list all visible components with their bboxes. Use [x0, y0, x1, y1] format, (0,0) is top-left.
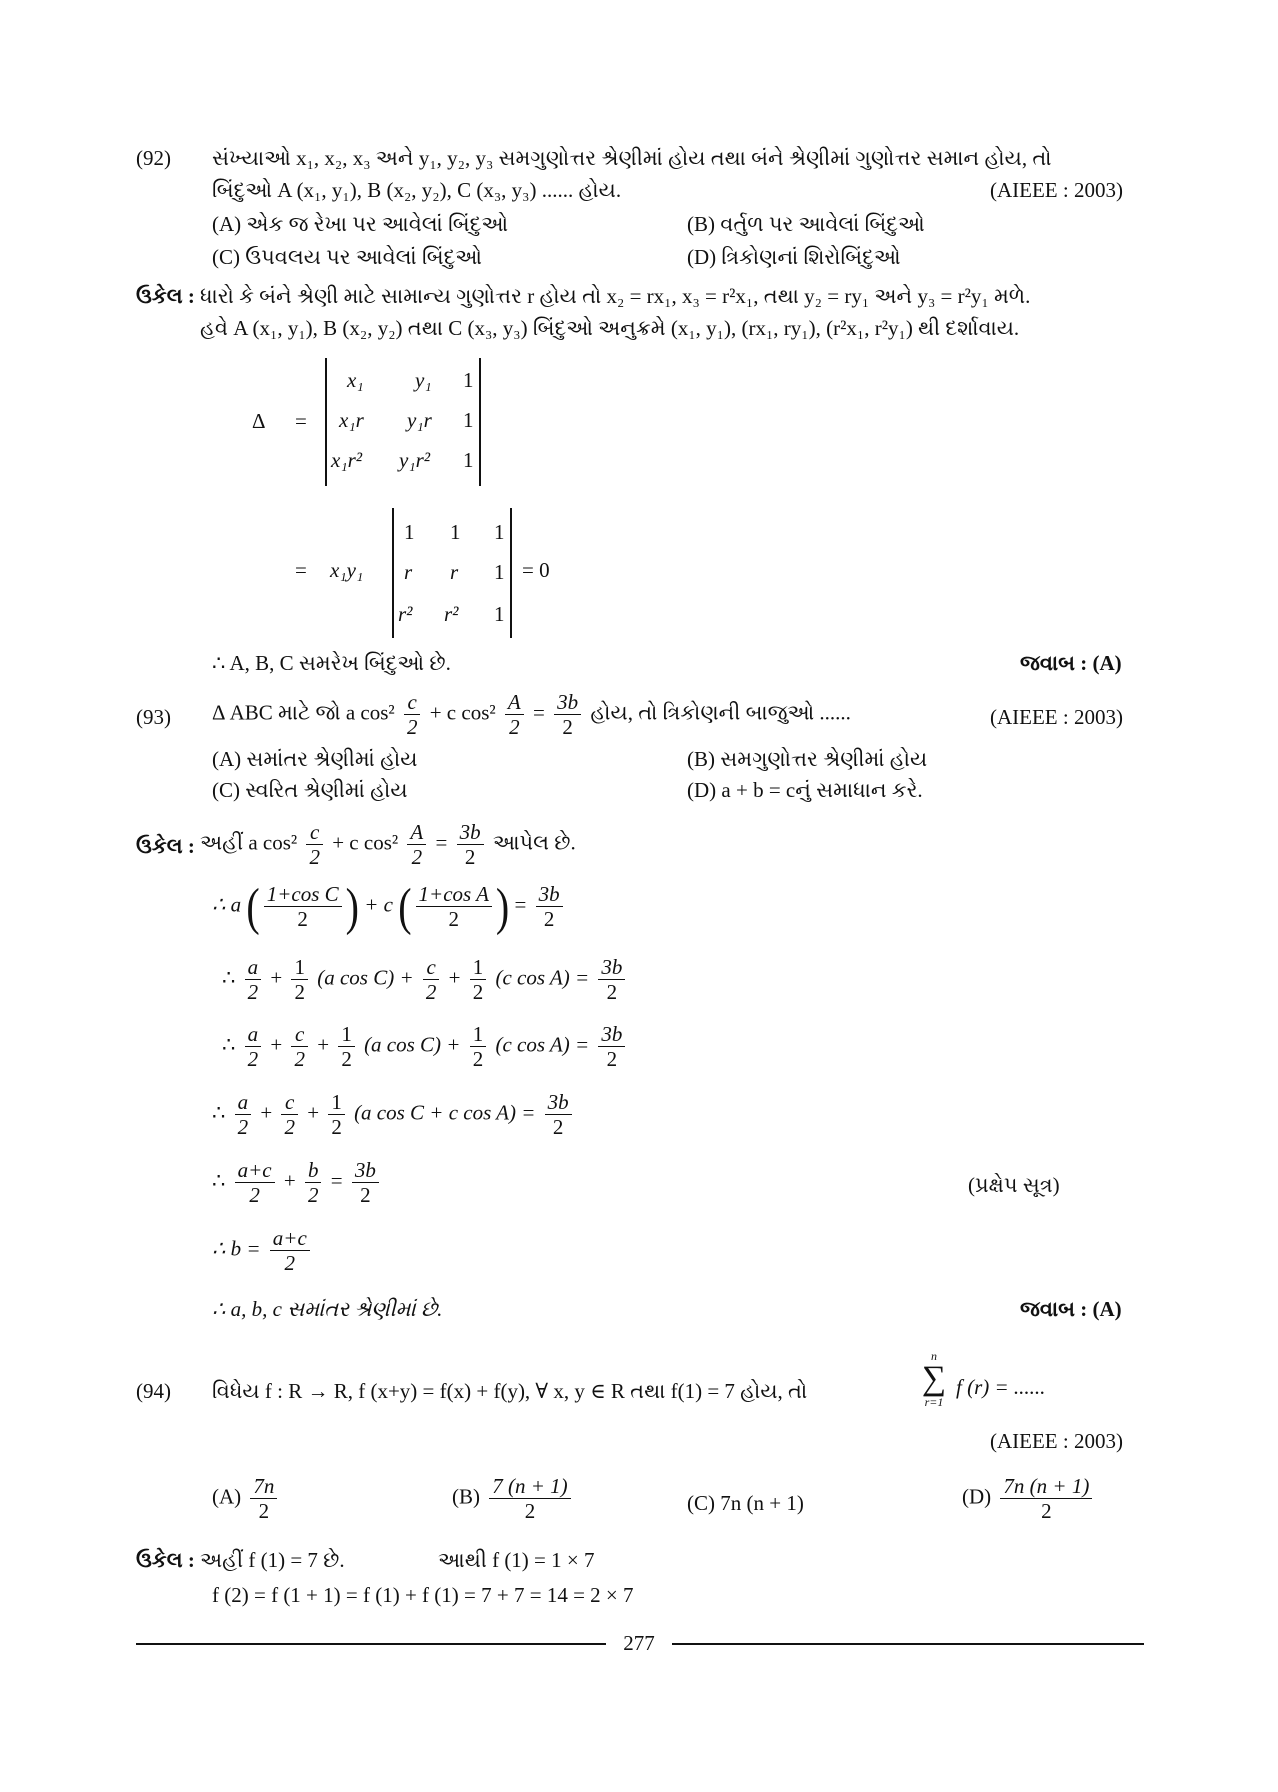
- q94-option-a: [212, 1474, 281, 1523]
- det2-cell: r²: [444, 602, 459, 626]
- q93-step-3: [222, 1022, 629, 1071]
- step4-term: (a cos C + c cos A) =: [354, 1100, 536, 1125]
- page-number: 277: [623, 1631, 655, 1655]
- det2-cell: r²: [398, 602, 413, 626]
- q92-answer: જવાબ : (A): [1020, 651, 1122, 675]
- frac-num: 1: [328, 1090, 345, 1115]
- frac-den: 2: [307, 1183, 319, 1208]
- det2-cell: 1: [404, 520, 415, 544]
- det2-cell: r: [450, 560, 459, 584]
- frac-den: 2: [448, 907, 459, 932]
- q94-stem-post: f (r) = ......: [956, 1375, 1046, 1399]
- q93-conclusion: ∴ a, b, c સમાંતર શ્રેણીમાં છે.: [212, 1297, 443, 1321]
- frac-den: 2: [360, 1183, 371, 1208]
- frac-num: 3b: [545, 1090, 572, 1115]
- plus: +: [448, 965, 461, 990]
- q92-option-a: (A) એક જ રેખા પર આવેલાં બિંદુઓ: [212, 212, 509, 236]
- frac-den: 2: [237, 1115, 249, 1140]
- plus: +: [307, 1100, 320, 1125]
- q92-stem-line2: બિંદુઓ A (x₁, y₁), B (x₂, y₂), C (x₃, y₃) ...... હોય.: [212, 178, 622, 202]
- frac-num: 3b: [457, 820, 484, 845]
- frac-num: a+c: [270, 1226, 310, 1251]
- q92-source: (AIEEE : 2003): [990, 178, 1123, 202]
- frac-den: 2: [309, 845, 320, 870]
- option-label: (B): [452, 1484, 480, 1509]
- therefore: ∴: [222, 1032, 236, 1057]
- det2-cell: 1: [494, 520, 505, 544]
- q93-stem-pre: Δ ABC માટે જો a cos²: [212, 700, 395, 725]
- frac-den: 2: [524, 1499, 536, 1524]
- q94-stem-pre: વિધેય f : R → R, f (x+y) = f(x) + f(y), ∀ x, y ∈ R તથા f(1) = 7 હોય, તો: [212, 1379, 808, 1403]
- q93-option-b: (B) સમગુણોત્તર શ્રેણીમાં હોય: [687, 747, 928, 771]
- q94-number: (94): [136, 1379, 171, 1403]
- frac-den: 2: [562, 715, 573, 740]
- det1-cell: x₁r²: [331, 448, 363, 472]
- det2-cell: r: [404, 560, 413, 584]
- frac-num: 7n: [250, 1474, 277, 1499]
- frac-den: 2: [406, 715, 418, 740]
- q94-solution-line1b: આથી f (1) = 1 × 7: [438, 1548, 595, 1572]
- q93-solution-intro: [200, 820, 576, 869]
- q94-option-b: [452, 1474, 575, 1523]
- q94-solution-label: ઉકેલ :: [136, 1548, 195, 1572]
- det1-cell: y₁r: [407, 408, 432, 432]
- frac-den: 2: [341, 1047, 352, 1072]
- q93-source: (AIEEE : 2003): [990, 705, 1123, 729]
- q94-solution-line2: f (2) = f (1 + 1) = f (1) + f (1) = 7 + 7 = 14 = 2 × 7: [212, 1583, 634, 1607]
- frac-num: A: [505, 690, 524, 715]
- frac-num: c: [306, 820, 323, 845]
- plus: +: [270, 965, 283, 990]
- q93-intro-eq: =: [435, 830, 448, 855]
- determinant-1: [325, 358, 481, 486]
- frac-num: 1+cos C: [264, 882, 342, 907]
- q93-solution-label: ઉકેલ :: [136, 834, 195, 858]
- q93-number: (93): [136, 705, 171, 729]
- frac-num: 3b: [536, 882, 563, 907]
- q93-stem: [212, 690, 851, 739]
- equals-sign: =: [295, 409, 307, 433]
- q93-step-6: [212, 1226, 314, 1275]
- frac-num: 3b: [554, 690, 581, 715]
- q92-solution-line1: ધારો કે બંને શ્રેણી માટે સામાન્ય ગુણોત્તર r હોય તો x₂ = rx₁, x₃ = r²x₁, તથા y₂ = ry₁ અને y₃ = r²y₁ મળે.: [200, 284, 1031, 308]
- footer-rule-right: [672, 1643, 1144, 1645]
- step2-term2: (c cos A) =: [495, 965, 590, 990]
- q93-step-5: [212, 1158, 383, 1207]
- determinant-2: [392, 508, 512, 638]
- frac-num: 1: [470, 955, 487, 980]
- frac-num: a: [245, 955, 262, 980]
- q94-solution-line1a: અહીં f (1) = 7 છે.: [200, 1548, 345, 1572]
- footer-rule-left: [136, 1643, 606, 1645]
- q92-number: (92): [136, 146, 171, 170]
- frac-num: 1+cos A: [416, 882, 492, 907]
- q93-stem-eq: =: [532, 700, 545, 725]
- q93-option-a: (A) સમાંતર શ્રેણીમાં હોય: [212, 747, 418, 771]
- q93-projection-note: (પ્રક્ષેપ સૂત્ર): [968, 1173, 1060, 1197]
- q92-option-d: (D) ત્રિકોણનાં શિરોબિંદુઓ: [687, 245, 901, 269]
- frac-den: 2: [425, 980, 437, 1005]
- plus: +: [283, 1168, 296, 1193]
- frac-num: 3b: [598, 1022, 625, 1047]
- det1-cell: 1: [463, 408, 474, 432]
- frac-num: c: [423, 955, 440, 980]
- frac-num: 1: [470, 1022, 487, 1047]
- q93-intro-mid: + c cos²: [332, 830, 399, 855]
- q93-step-4: [212, 1090, 576, 1139]
- q93-stem-mid: + c cos²: [429, 700, 496, 725]
- q93-stem-post: હોય, તો ત્રિકોણની બાજુઓ ......: [590, 700, 851, 725]
- frac-den: 2: [552, 1115, 564, 1140]
- frac-num: c: [404, 690, 421, 715]
- factor-x1y1: x₁y₁: [330, 558, 364, 582]
- frac-den: 2: [294, 1047, 305, 1072]
- step6-pre: ∴ b =: [212, 1236, 261, 1261]
- frac-den: 2: [472, 1047, 484, 1072]
- sum-upper: n: [931, 1349, 937, 1363]
- therefore: ∴: [212, 1100, 226, 1125]
- delta-symbol: Δ: [252, 409, 266, 433]
- frac-num: 7 (n + 1): [489, 1474, 570, 1499]
- frac-num: A: [407, 820, 426, 845]
- q94-option-d: [962, 1474, 1096, 1523]
- plus: +: [270, 1032, 283, 1057]
- step1-mid: + c: [364, 892, 393, 917]
- plus: +: [260, 1100, 273, 1125]
- frac-den: 2: [606, 1047, 618, 1072]
- q93-answer: જવાબ : (A): [1020, 1297, 1122, 1321]
- plus: +: [317, 1032, 330, 1057]
- frac-den: 2: [606, 980, 618, 1005]
- frac-den: 2: [464, 845, 476, 870]
- det2-cell: 1: [494, 602, 505, 626]
- step3-term1: (a cos C) +: [364, 1032, 461, 1057]
- q93-option-c: (C) સ્વરિત શ્રેણીમાં હોય: [212, 778, 408, 802]
- frac-den: 2: [411, 845, 423, 870]
- q92-option-b: (B) વર્તુળ પર આવેલાં બિંદુઓ: [687, 212, 925, 236]
- frac-den: 2: [247, 980, 259, 1005]
- frac-num: 3b: [598, 955, 625, 980]
- q93-step-1: ∴ a ( $\frac{\text{1+cos C}}{2}$ ) + c ( $\frac{\text{1+cos A}}{2}$ ) = $\frac{3b}{2}$: [212, 882, 567, 931]
- q92-solution-label: ઉકેલ :: [136, 284, 195, 308]
- frac-den: 2: [472, 980, 484, 1005]
- frac-den: 2: [294, 980, 305, 1005]
- sigma-icon: ∑: [921, 1360, 947, 1397]
- det1-cell: y₁r²: [399, 448, 431, 472]
- det1-cell: x₁r: [339, 408, 364, 432]
- frac-num: 1: [291, 955, 308, 980]
- det1-cell: x₁: [347, 368, 364, 392]
- q94-option-c: (C) 7n (n + 1): [687, 1491, 804, 1515]
- therefore: ∴: [212, 1168, 226, 1193]
- frac-den: 2: [284, 1251, 296, 1276]
- equals-sign: =: [295, 558, 307, 582]
- frac-num: 1: [338, 1022, 355, 1047]
- option-label: (D): [962, 1484, 992, 1509]
- step5-eq: =: [330, 1168, 343, 1193]
- q93-step-2: [222, 955, 629, 1004]
- q92-conclusion: ∴ A, B, C સમરેખ બિંદુઓ છે.: [212, 651, 451, 675]
- step2-term1: (a cos C) +: [317, 965, 414, 990]
- frac-num: c: [281, 1090, 298, 1115]
- q92-solution-line2: હવે A (x₁, y₁), B (x₂, y₂) તથા C (x₃, y₃) બિંદુઓ અનુક્રમે (x₁, y₁), (rx₁, ry₁), (r²x₁, r²y₁) થી દર્શાવાય.: [200, 316, 1020, 340]
- q93-option-d: (D) a + b = cનું સમાધાન કરે.: [687, 778, 923, 802]
- q93-intro-post: આપેલ છે.: [492, 830, 576, 855]
- det1-cell: 1: [463, 368, 474, 392]
- frac-den: 2: [297, 907, 308, 932]
- frac-num: a+c: [235, 1158, 275, 1183]
- option-label: (A): [212, 1484, 242, 1509]
- det2-cell: 1: [450, 520, 461, 544]
- q92-stem-line1: સંખ્યાઓ x₁, x₂, x₃ અને y₁, y₂, y₃ સમગુણોત્તર શ્રેણીમાં હોય તથા બંને શ્રેણીમાં ગુણોત્તર સમાન હોય, તો: [212, 146, 1052, 170]
- sum-lower: r=1: [924, 1395, 944, 1409]
- frac-num: c: [291, 1022, 308, 1047]
- det2-result: = 0: [522, 558, 550, 582]
- step1-eq: =: [514, 892, 527, 917]
- frac-num: 3b: [352, 1158, 379, 1183]
- step3-term2: (c cos A) =: [495, 1032, 590, 1057]
- frac-num: a: [245, 1022, 262, 1047]
- frac-num: b: [305, 1158, 322, 1183]
- det1-cell: 1: [463, 448, 474, 472]
- step1-pre: ∴ a: [212, 892, 242, 917]
- det2-cell: 1: [494, 560, 505, 584]
- frac-den: 2: [247, 1047, 259, 1072]
- frac-den: 2: [249, 1183, 260, 1208]
- q93-intro-pre: અહીં a cos²: [200, 830, 298, 855]
- frac-den: 2: [509, 715, 520, 740]
- therefore: ∴: [222, 965, 236, 990]
- frac-den: 2: [1041, 1499, 1052, 1524]
- q92-option-c: (C) ઉપવલય પર આવેલાં બિંદુઓ: [212, 245, 483, 269]
- frac-num: 7n (n + 1): [1000, 1474, 1092, 1499]
- det1-cell: y₁: [415, 368, 432, 392]
- frac-den: 2: [331, 1115, 342, 1140]
- frac-den: 2: [258, 1499, 270, 1524]
- frac-den: 2: [284, 1115, 295, 1140]
- summation: [916, 1350, 952, 1408]
- frac-num: a: [235, 1090, 252, 1115]
- q94-source: (AIEEE : 2003): [990, 1429, 1123, 1453]
- frac-den: 2: [543, 907, 555, 932]
